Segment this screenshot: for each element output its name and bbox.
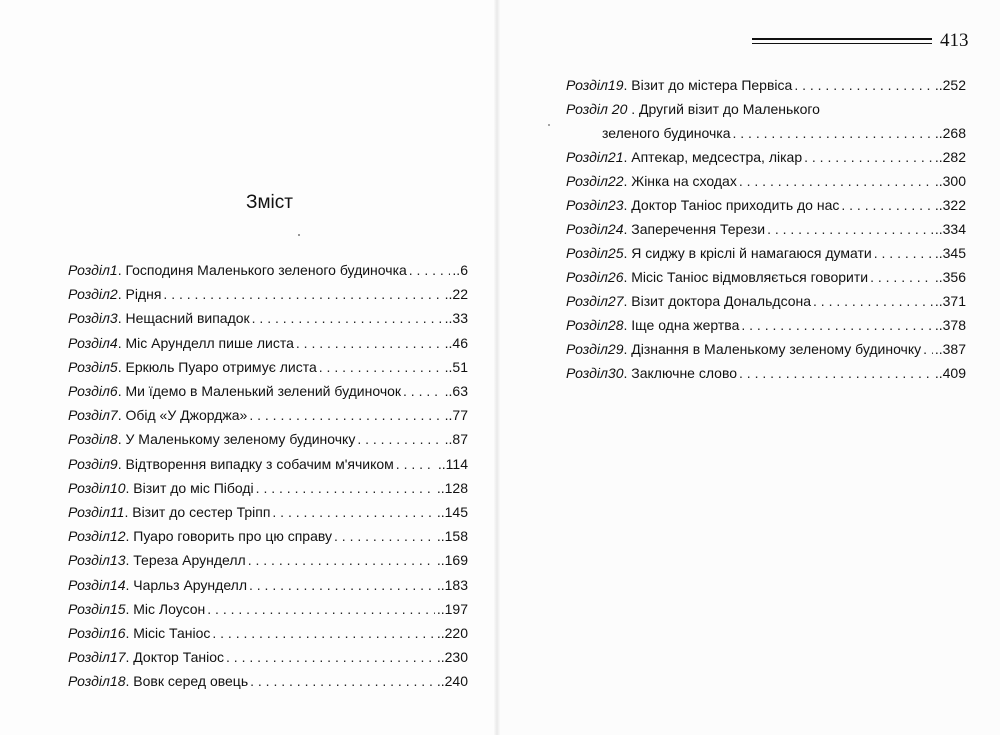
toc-left-column xyxy=(68,258,468,694)
leader-dots xyxy=(813,289,933,313)
chapter-label: Розділ xyxy=(566,317,608,333)
chapter-page: .. 114 xyxy=(438,452,468,476)
chapter-label: Розділ xyxy=(68,383,110,400)
toc-title: Зміст xyxy=(246,192,293,213)
toc-entry xyxy=(566,289,966,313)
leader-dots xyxy=(874,241,933,265)
chapter-label: Розділ xyxy=(68,552,110,569)
leader-dots xyxy=(841,193,932,217)
toc-entry xyxy=(68,379,468,403)
chapter-label: Розділ xyxy=(68,310,110,327)
chapter-title: . Я сиджу в кріслі й намагаюся думати xyxy=(623,245,872,261)
chapter-number: 19 xyxy=(607,77,624,93)
chapter-label: Розділ xyxy=(566,245,608,261)
chapter-label: Розділ xyxy=(68,286,110,303)
chapter-title: . Заперечення Терези xyxy=(623,221,766,237)
leader-dots xyxy=(334,524,435,548)
chapter-number: 17 xyxy=(109,649,126,666)
chapter-page: .. 128 xyxy=(437,476,468,500)
chapter-number: 1 xyxy=(109,262,118,278)
toc-entry xyxy=(68,258,468,282)
toc-entry xyxy=(68,621,468,645)
toc-entry xyxy=(566,97,966,145)
chapter-number: 5 xyxy=(109,358,118,375)
leader-dots xyxy=(207,597,435,621)
chapter-page: .. 169 xyxy=(437,548,468,572)
chapter-label: Розділ xyxy=(68,504,110,521)
book-gutter xyxy=(494,0,500,735)
toc-entry xyxy=(566,169,966,193)
toc-entry xyxy=(566,73,966,97)
toc-entry xyxy=(566,217,966,241)
chapter-number: 16 xyxy=(109,625,126,642)
chapter-number: 11 xyxy=(109,504,125,521)
chapter-label: Розділ xyxy=(566,221,608,237)
chapter-label: Розділ xyxy=(566,197,608,213)
chapter-number: 10 xyxy=(109,479,126,496)
chapter-page: .. 183 xyxy=(437,573,468,597)
leader-dots xyxy=(252,306,443,330)
chapter-title: . Місіс Таніос xyxy=(125,625,211,642)
toc-entry xyxy=(68,500,468,524)
chapter-page: .. 6 xyxy=(452,258,468,282)
leader-dots xyxy=(357,427,442,451)
chapter-number: 20 xyxy=(611,101,628,117)
chapter-number: 26 xyxy=(607,269,624,285)
toc-entry xyxy=(68,645,468,669)
header-rule xyxy=(752,38,932,44)
chapter-number: 7 xyxy=(109,407,118,424)
toc-entry xyxy=(68,669,468,693)
chapter-page: .. 345 xyxy=(935,241,966,265)
chapter-label: Розділ xyxy=(68,431,110,448)
chapter-page: .. 322 xyxy=(935,193,966,217)
chapter-label: Розділ xyxy=(68,625,110,642)
chapter-label: Розділ xyxy=(68,528,110,545)
running-head xyxy=(752,30,968,52)
toc-entry xyxy=(68,452,468,476)
leader-dots xyxy=(250,669,435,693)
chapter-number: 8 xyxy=(109,431,118,448)
chapter-page: .. 356 xyxy=(935,265,966,289)
toc-entry xyxy=(566,265,966,289)
chapter-title: . Чарльз Арунделл xyxy=(125,576,247,593)
chapter-page: .. 77 xyxy=(445,403,468,427)
chapter-title: . Візит до міс Пібоді xyxy=(125,479,254,496)
chapter-title: . Рідня xyxy=(117,286,162,303)
toc-entry xyxy=(68,403,468,427)
chapter-title: . Візит до містера Первіса xyxy=(623,77,793,93)
toc-entry xyxy=(566,361,966,385)
chapter-title: . Доктор Таніос приходить до нас xyxy=(623,197,840,213)
chapter-page: .. 387 xyxy=(935,337,966,361)
chapter-page: .. 87 xyxy=(445,427,468,451)
toc-right-column xyxy=(566,73,966,385)
chapter-label: Розділ xyxy=(566,77,608,93)
chapter-label: Розділ xyxy=(566,149,608,165)
leader-dots xyxy=(249,573,435,597)
leader-dots xyxy=(396,452,436,476)
chapter-title: . Іще одна жертва xyxy=(623,317,740,333)
chapter-number: 18 xyxy=(109,673,126,690)
toc-entry xyxy=(566,241,966,265)
chapter-number: 21 xyxy=(607,149,624,165)
leader-dots xyxy=(163,282,442,306)
chapter-page: .. 300 xyxy=(935,169,966,193)
chapter-page: .. 252 xyxy=(935,73,966,97)
chapter-label: Розділ xyxy=(68,576,110,593)
chapter-title: . Вовк серед овець xyxy=(125,673,249,690)
chapter-label: Розділ xyxy=(68,649,110,666)
chapter-title: . Візит доктора Дональдсона xyxy=(623,293,812,309)
leader-dots xyxy=(767,217,933,241)
chapter-title: . Міс Лоусон xyxy=(125,600,206,617)
chapter-label: Розділ xyxy=(68,455,110,472)
chapter-label: Розділ xyxy=(68,358,110,375)
chapter-title: . Ми їдемо в Маленький зелений будиночок xyxy=(117,383,402,400)
chapter-page: .. 145 xyxy=(437,500,468,524)
chapter-title: . Аптекар, медсестра, лікар xyxy=(623,149,803,165)
chapter-number: 15 xyxy=(109,600,126,617)
chapter-label: Розділ xyxy=(68,407,110,424)
chapter-page: .. 268 xyxy=(935,121,966,145)
chapter-number: 23 xyxy=(607,197,624,213)
chapter-page: .. 22 xyxy=(445,282,468,306)
toc-entry xyxy=(68,427,468,451)
toc-entry-line xyxy=(566,97,966,121)
chapter-number: 3 xyxy=(109,310,118,327)
chapter-number: 25 xyxy=(607,245,624,261)
chapter-label: Розділ xyxy=(566,293,608,309)
toc-entry xyxy=(566,145,966,169)
chapter-number: 27 xyxy=(607,293,624,309)
chapter-page: .. 51 xyxy=(445,355,468,379)
toc-entry xyxy=(68,524,468,548)
chapter-title: . Візит до сестер Тріпп xyxy=(124,504,271,521)
leader-dots xyxy=(249,403,442,427)
chapter-title: . Місіс Таніос відмовляється говорити xyxy=(623,269,869,285)
toc-entry xyxy=(566,313,966,337)
chapter-title: . Жінка на сходах xyxy=(623,173,737,189)
print-speck xyxy=(548,124,550,126)
chapter-number: 29 xyxy=(607,341,624,357)
chapter-page: .. 158 xyxy=(437,524,468,548)
toc-entry xyxy=(68,355,468,379)
chapter-title: . Доктор Таніос xyxy=(125,649,225,666)
chapter-title-continued: зеленого будиночка xyxy=(602,125,731,141)
chapter-title: . Пуаро говорить про цю справу xyxy=(125,528,333,545)
chapter-label: Розділ xyxy=(566,341,608,357)
chapter-number: 6 xyxy=(109,383,118,400)
chapter-label: Розділ xyxy=(68,600,110,617)
chapter-number: 4 xyxy=(109,334,118,351)
chapter-page: .. 409 xyxy=(935,361,966,385)
chapter-label: Розділ xyxy=(68,334,110,351)
toc-entry xyxy=(68,282,468,306)
chapter-page: .. 63 xyxy=(445,379,468,403)
leader-dots xyxy=(870,265,933,289)
page-number: 413 xyxy=(940,30,969,51)
chapter-title: . Тереза Арунделл xyxy=(125,552,246,569)
leader-dots xyxy=(212,621,434,645)
chapter-page: .. 46 xyxy=(445,331,468,355)
chapter-number: 28 xyxy=(607,317,624,333)
leader-dots xyxy=(403,379,443,403)
chapter-number: 13 xyxy=(109,552,126,569)
chapter-title: . Дізнання в Маленькому зеленому будиночку xyxy=(623,341,922,357)
chapter-title: . Відтворення випадку з собачим м'ячиком xyxy=(117,455,394,472)
leader-dots xyxy=(248,548,435,572)
chapter-label: Розділ xyxy=(566,101,608,117)
leader-dots xyxy=(733,121,933,145)
chapter-page: .. 378 xyxy=(935,313,966,337)
toc-entry xyxy=(68,573,468,597)
chapter-number: 30 xyxy=(607,365,624,381)
chapter-label: Розділ xyxy=(566,173,608,189)
toc-entry xyxy=(68,597,468,621)
leader-dots xyxy=(272,500,434,524)
leader-dots xyxy=(319,355,443,379)
toc-entry xyxy=(566,193,966,217)
toc-entry xyxy=(68,306,468,330)
toc-entry xyxy=(68,476,468,500)
chapter-page: .. 371 xyxy=(935,289,966,313)
chapter-number: 22 xyxy=(607,173,624,189)
leader-dots xyxy=(256,476,435,500)
chapter-page: .. 197 xyxy=(437,597,468,621)
chapter-page: .. 240 xyxy=(437,669,468,693)
print-speck xyxy=(298,234,300,236)
leader-dots xyxy=(226,645,435,669)
chapter-title: . Міс Арунделл пише листа xyxy=(117,334,294,351)
leader-dots xyxy=(804,145,933,169)
leader-dots xyxy=(923,337,933,361)
chapter-number: 24 xyxy=(607,221,624,237)
leader-dots xyxy=(409,258,451,282)
chapter-page: .. 282 xyxy=(935,145,966,169)
chapter-title: . Господиня Маленького зеленого будиночка xyxy=(117,262,407,278)
chapter-title: . Заключне слово xyxy=(623,365,738,381)
leader-dots xyxy=(741,313,933,337)
chapter-label: Розділ xyxy=(68,262,110,278)
chapter-label: Розділ xyxy=(68,479,110,496)
leader-dots xyxy=(739,169,933,193)
chapter-page: .. 334 xyxy=(935,217,966,241)
chapter-number: 9 xyxy=(109,455,118,472)
toc-entry xyxy=(68,331,468,355)
chapter-title: . Обід «У Джорджа» xyxy=(117,407,248,424)
chapter-number: 12 xyxy=(109,528,126,545)
leader-dots xyxy=(794,73,933,97)
chapter-label: Розділ xyxy=(68,673,110,690)
chapter-title: . Еркюль Пуаро отримує листа xyxy=(117,358,317,375)
chapter-page: .. 220 xyxy=(437,621,468,645)
leader-dots xyxy=(296,331,443,355)
toc-entry xyxy=(566,337,966,361)
chapter-title: . У Маленькому зеленому будиночку xyxy=(117,431,356,448)
chapter-number: 14 xyxy=(109,576,126,593)
chapter-title: . Нещасний випадок xyxy=(117,310,250,327)
chapter-page: .. 230 xyxy=(437,645,468,669)
chapter-page: .. 33 xyxy=(445,306,468,330)
chapter-title: . Другий візит до Маленького xyxy=(631,101,820,117)
leader-dots xyxy=(739,361,933,385)
chapter-label: Розділ xyxy=(566,365,608,381)
toc-entry xyxy=(68,548,468,572)
chapter-number: 2 xyxy=(109,286,118,303)
chapter-label: Розділ xyxy=(566,269,608,285)
toc-entry-line xyxy=(566,121,966,145)
